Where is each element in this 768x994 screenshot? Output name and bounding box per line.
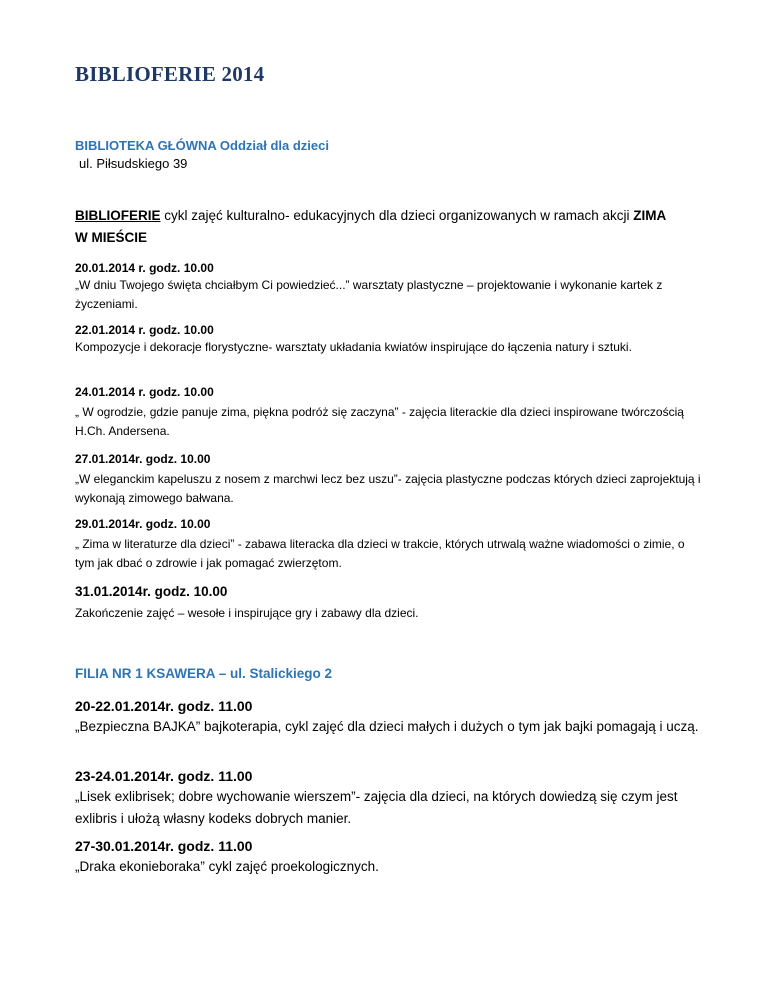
event-date: 24.01.2014 r. godz. 10.00: [75, 385, 214, 399]
section-main-library: [75, 138, 705, 171]
event-date: 23-24.01.2014r. godz. 11.00: [75, 768, 253, 784]
event-description: „ W ogrodzie, gdzie panuje zima, piękna podróż się zaczyna” - zajęcia literackie dla dzieci inspirowane twórczością H.Ch. Andersena.: [75, 405, 684, 438]
event-description: Zakończenie zajęć – wesołe i inspirujące gry i zabawy dla dzieci.: [75, 606, 419, 620]
section-heading: BIBLIOTEKA GŁÓWNA Oddział dla dzieci: [75, 138, 329, 153]
event-item: [75, 766, 705, 830]
event-date: 22.01.2014 r. godz. 10.00: [75, 323, 214, 337]
event-item: [75, 582, 705, 623]
section-heading-filia: FILIA NR 1 KSAWERA – ul. Stalickiego 2: [75, 666, 333, 681]
event-date: 20.01.2014 r. godz. 10.00: [75, 261, 214, 275]
event-date: 27-30.01.2014r. godz. 11.00: [75, 838, 253, 854]
event-date: 29.01.2014r. godz. 10.00: [75, 517, 211, 531]
event-description: „W eleganckim kapeluszu z nosem z marchwi lecz bez uszu”- zajęcia plastyczne podczas których dzieci zaprojektują i wykonają zimowego bałwana.: [75, 472, 701, 505]
event-date: 27.01.2014r. godz. 10.00: [75, 452, 211, 466]
intro-paragraph: [75, 205, 705, 249]
event-item: [75, 451, 705, 508]
event-date: 20-22.01.2014r. godz. 11.00: [75, 698, 253, 714]
event-item: [75, 322, 705, 357]
intro-action-line1: ZIMA: [633, 208, 667, 223]
event-description: „W dniu Twojego święta chciałbym Ci powiedzieć...” warsztaty plastyczne – projektowanie i wykonanie kartek z życzeniami.: [75, 278, 663, 311]
event-date: 31.01.2014r. godz. 10.00: [75, 584, 228, 599]
section-address: ul. Piłsudskiego 39: [79, 156, 188, 171]
event-description: „Lisek exlibrisek; dobre wychowanie wierszem”- zajęcia dla dzieci, na których dowiedzą się czym jest exlibris i ułożą własny kodeks dobrych manier.: [75, 789, 678, 826]
event-item: [75, 260, 705, 314]
event-item: [75, 836, 705, 878]
intro-text: cykl zajęć kulturalno- edukacyjnych dla dzieci organizowanych w ramach akcji: [160, 208, 634, 223]
event-item: [75, 696, 705, 738]
page-title: BIBLIOFERIE 2014: [75, 62, 265, 86]
intro-keyword: BIBLIOFERIE: [75, 208, 161, 223]
intro-action-line2: W MIEŚCIE: [75, 230, 148, 245]
event-description: „Bezpieczna BAJKA” bajkoterapia, cykl zajęć dla dzieci małych i dużych o tym jak bajki pomagają i uczą.: [75, 719, 699, 734]
event-description: „Draka ekonieboraka” cykl zajęć proekologicznych.: [75, 859, 379, 874]
event-item: [75, 516, 705, 573]
event-description: „ Zima w literaturze dla dzieci” - zabawa literacka dla dzieci w trakcie, których utrwalą ważne wiadomości o zimie, o tym jak dbać o zdrowie i jak pomagać zwierzętom.: [75, 537, 685, 570]
event-description: Kompozycje i dekoracje florystyczne- warsztaty układania kwiatów inspirujące do łączenia natury i sztuki.: [75, 340, 632, 354]
event-item: [75, 384, 705, 441]
